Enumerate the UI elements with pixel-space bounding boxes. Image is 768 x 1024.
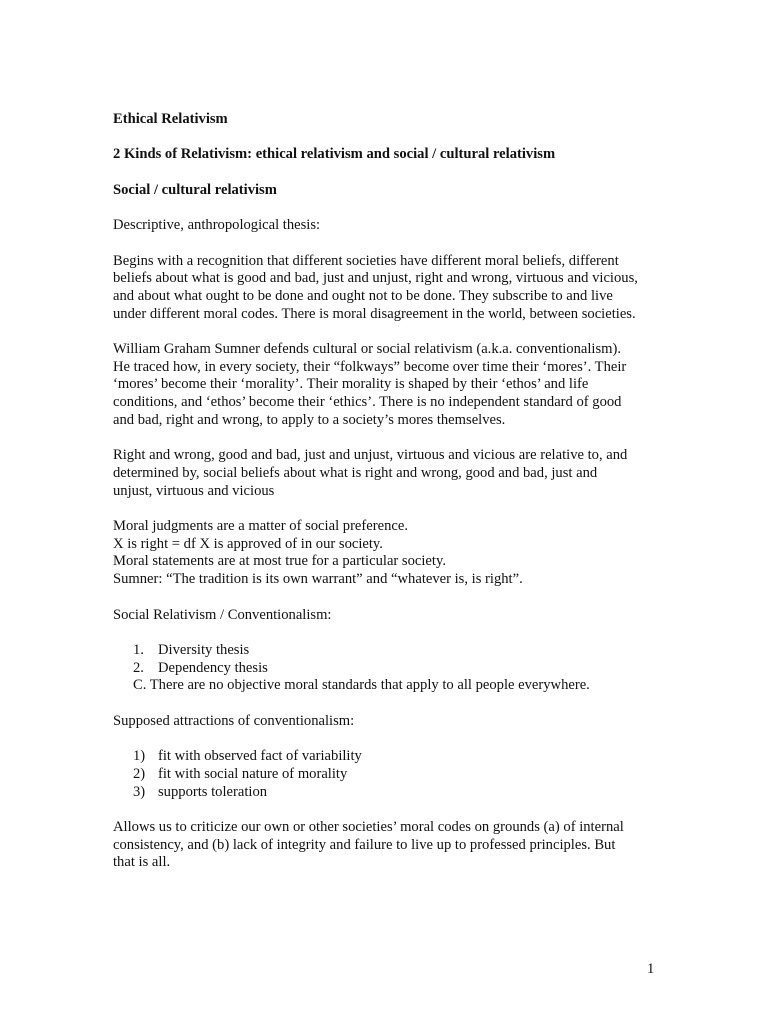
paragraph-line: Allows us to criticize our own or other societies’ moral codes on grounds (a) of internal (113, 818, 624, 835)
document-title: Ethical Relativism (113, 111, 228, 127)
paragraph-line: He traced how, in every society, their “folkways” become over time their ‘mores’. Their (113, 358, 627, 375)
paragraph-line: under different moral codes. There is moral disagreement in the world, between societies. (113, 305, 636, 322)
paragraph-sumner (113, 341, 673, 430)
paragraph-line: unjust, virtuous and vicious (113, 482, 275, 499)
conventionalism-heading: Social Relativism / Conventionalism: (113, 606, 332, 623)
conclusion-item: C. There are no objective moral standards that apply to all people everywhere. (133, 677, 590, 694)
paragraph-line: consistency, and (b) lack of integrity and failure to live up to professed principles. But (113, 836, 616, 853)
document-body (113, 111, 673, 890)
list-item-text: Diversity thesis (158, 641, 250, 658)
list-item (113, 642, 673, 660)
descriptive-thesis-label: Descriptive, anthropological thesis: (113, 217, 321, 234)
heading-social-cultural-relativism: Social / cultural relativism (113, 181, 277, 198)
paragraph-criticize (113, 819, 673, 872)
list-marker: 1. (133, 641, 144, 658)
paragraph-line: conditions, and ‘ethos’ become their ‘ethics’. There is no independent standard of good (113, 394, 622, 411)
page-number: 1 (647, 961, 655, 977)
list-marker: 1) (133, 748, 146, 765)
list-marker: 2. (133, 659, 144, 676)
paragraph-line: beliefs about what is good and bad, just and unjust, right and wrong, virtuous and vicious, (113, 270, 638, 287)
paragraph-line: determined by, social beliefs about what is right and wrong, good and bad, just and (113, 464, 598, 481)
paragraph-line: ‘mores’ become their ‘morality’. Their morality is shaped by their ‘ethos’ and life (113, 376, 589, 393)
paragraph-moral-judgments (113, 518, 673, 589)
paragraph-line: Right and wrong, good and bad, just and unjust, virtuous and vicious are relative to, and (113, 447, 628, 464)
paragraph-line: and bad, right and wrong, to apply to a society’s mores themselves. (113, 411, 506, 428)
paragraph-line: and about what ought to be done and ought not to be done. They subscribe to and live (113, 287, 613, 304)
list-item (113, 766, 673, 784)
paragraph-moral-diversity (113, 253, 673, 324)
paragraph-line: Begins with a recognition that different societies have different moral beliefs, different (113, 252, 619, 269)
heading-kinds-of-relativism: 2 Kinds of Relativism: ethical relativism and social / cultural relativism (113, 146, 556, 163)
list-item (113, 660, 673, 678)
list-marker: 3) (133, 783, 146, 800)
list-item (113, 748, 673, 766)
paragraph-line: Moral judgments are a matter of social preference. (113, 518, 408, 535)
paragraph-relative-to (113, 447, 673, 500)
paragraph-line: William Graham Sumner defends cultural or social relativism (a.k.a. conventionalism). (113, 341, 622, 358)
list-item (113, 784, 673, 802)
paragraph-line: that is all. (113, 854, 171, 871)
paragraph-line: Moral statements are at most true for a particular society. (113, 553, 446, 570)
attractions-heading: Supposed attractions of conventionalism: (113, 712, 355, 729)
paragraph-line: X is right = df X is approved of in our society. (113, 535, 383, 552)
conventionalism-list (113, 642, 673, 695)
list-item-text: fit with observed fact of variability (158, 748, 362, 765)
list-marker: 2) (133, 765, 146, 782)
paragraph-line: Sumner: “The tradition is its own warrant” and “whatever is, is right”. (113, 571, 523, 588)
attractions-list (113, 748, 673, 801)
list-item-text: fit with social nature of morality (158, 765, 348, 782)
list-item-text: supports toleration (158, 783, 268, 800)
list-item-text: Dependency thesis (158, 659, 268, 676)
